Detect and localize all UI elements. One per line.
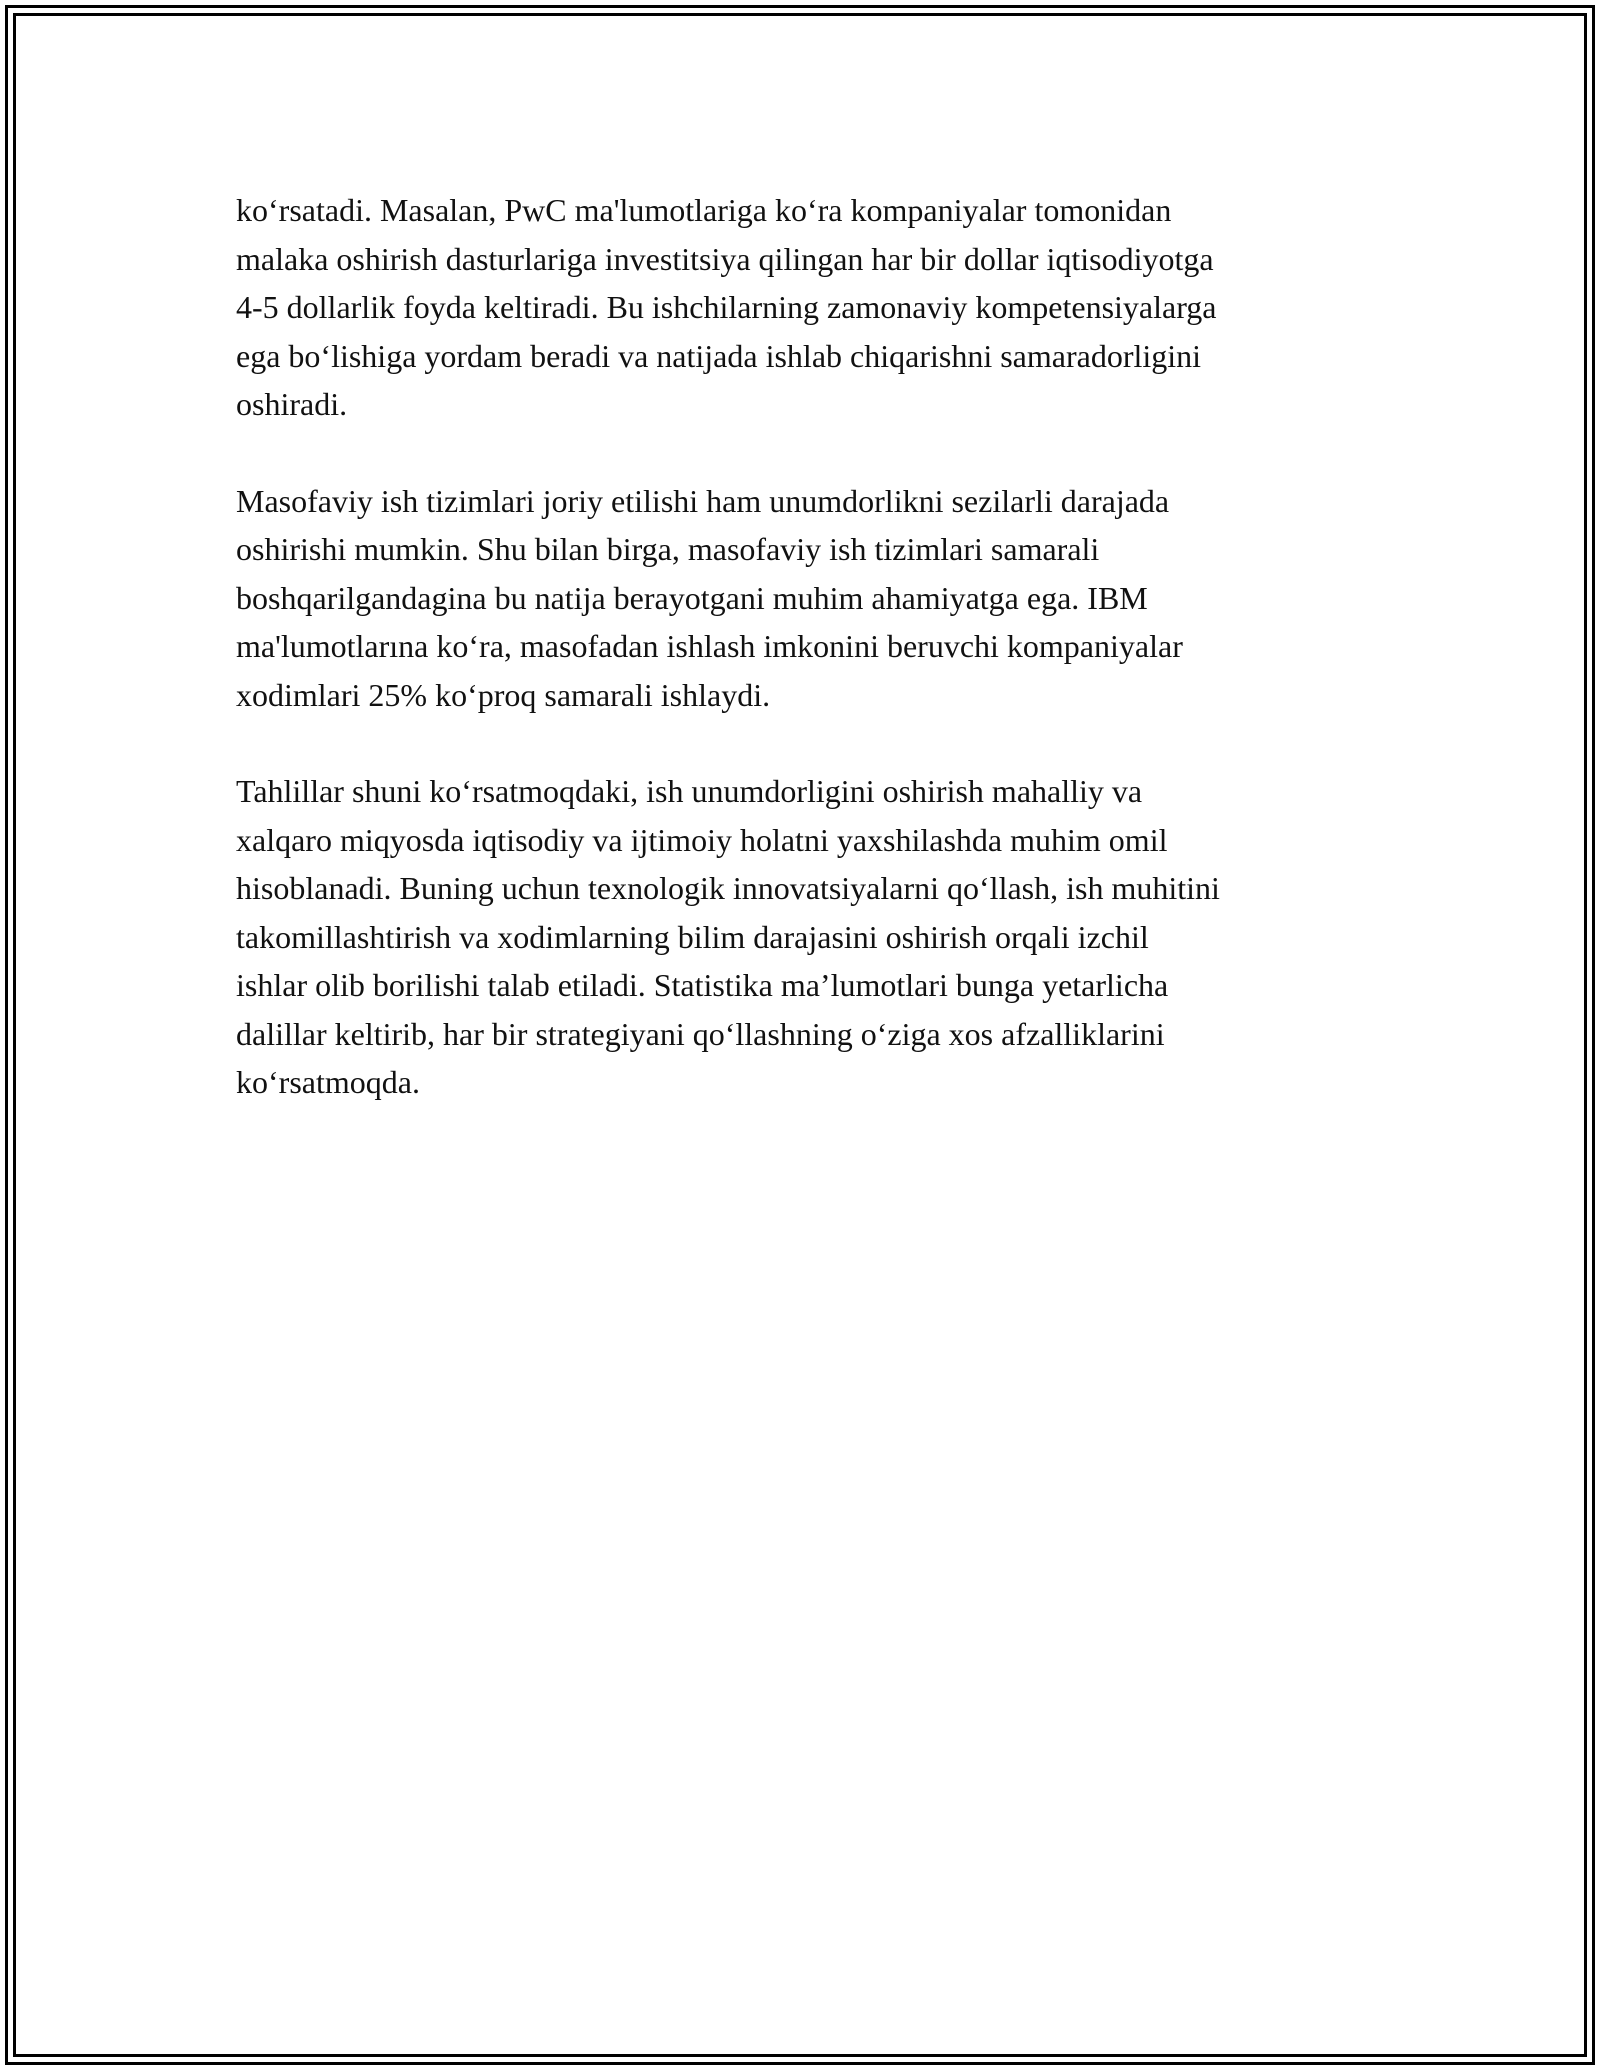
paragraph-conclusion: Tahlillar shuni ko‘rsatmoqdaki, ish unumdorligini oshirish mahalliy va xalqaro miqyosda iqtisodiy va ijtimoiy holatni yaxshilashda muhim omil hisoblanadi. Buning uchun texnologik innovatsiyalarni qo‘llash, ish muhitini takomillashtirish va xodimlarning bilim darajasini oshirish orqali izchil ishlar olib borilishi talab etiladi. Statistika ma’lumotlari bunga yetarlicha dalillar keltirib, har bir strategiyani qo‘llashning o‘ziga xos afzalliklarini ko‘rsatmoqda.	[236, 773, 1220, 1100]
paragraph-remote-work: Masofaviy ish tizimlari joriy etilishi ham unumdorlikni sezilarli darajada oshirishi mumkin. Shu bilan birga, masofaviy ish tizimlari samarali boshqarilgandagina bu natija berayotgani muhim ahamiyatga ega. IBM ma'lumotlarına ko‘ra, masofadan ishlash imkonini beruvchi kompaniyalar xodimlari 25% ko‘proq samarali ishlaydi.	[236, 482, 1183, 713]
paragraph-pwc-training: ko‘rsatadi. Masalan, PwC ma'lumotlariga ko‘ra kompaniyalar tomonidan malaka oshirish dasturlariga investitsiya qilingan har bir dollar iqtisodiyotga 4-5 dollarlik foyda keltiradi. Bu ishchilarning zamonaviy kompetensiyalarga ega bo‘lishiga yordam beradi va natijada ishlab chiqarishni samaradorligini oshiradi.	[236, 192, 1217, 422]
document-body	[236, 186, 1372, 1155]
